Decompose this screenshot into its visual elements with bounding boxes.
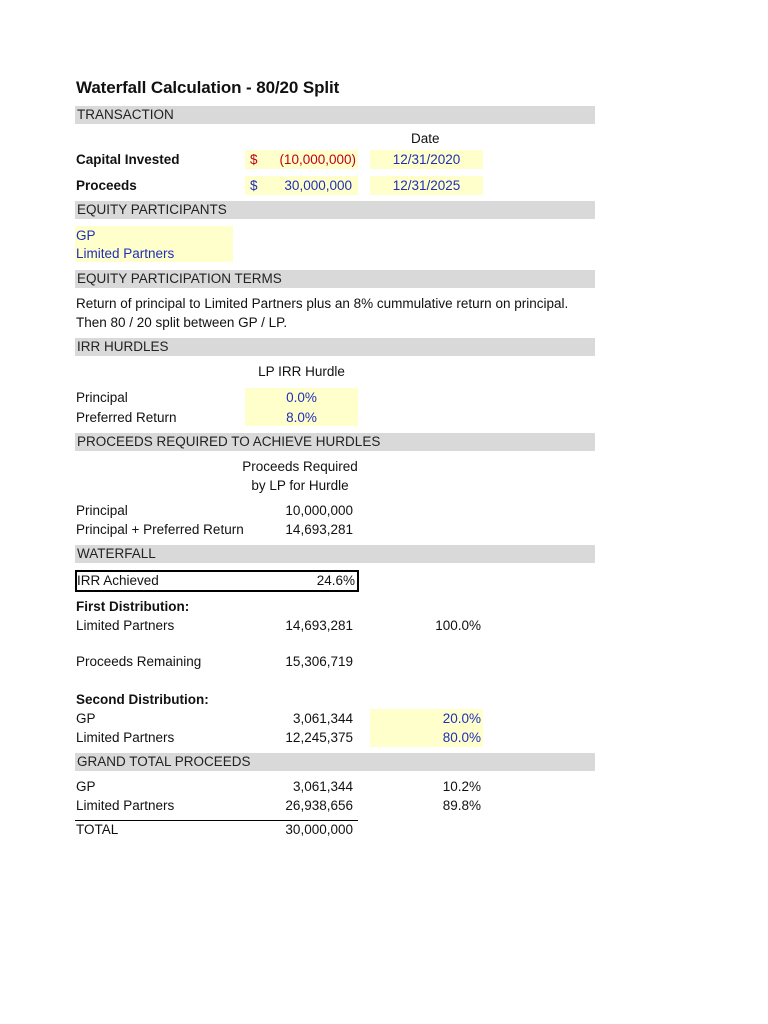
- grand-total-value: 30,000,000: [285, 822, 353, 837]
- section-transaction: TRANSACTION: [75, 106, 595, 124]
- total-gp-label: GP: [76, 779, 96, 794]
- hurdle-preferred-label: Preferred Return: [76, 410, 177, 425]
- total-lp-pct: 89.8%: [442, 798, 481, 813]
- page-title: Waterfall Calculation - 80/20 Split: [76, 78, 340, 97]
- total-gp-pct: 10.2%: [442, 779, 481, 794]
- section-equity-participants: EQUITY PARTICIPANTS: [75, 201, 595, 219]
- section-irr-hurdles: IRR HURDLES: [75, 338, 595, 356]
- section-equity-terms: EQUITY PARTICIPATION TERMS: [75, 270, 595, 288]
- lp-irr-hurdle-header: LP IRR Hurdle: [258, 364, 345, 379]
- terms-line-2: Then 80 / 20 split between GP / LP.: [76, 315, 288, 330]
- section-waterfall: WATERFALL: [75, 545, 595, 563]
- second-lp-label: Limited Partners: [76, 730, 175, 745]
- hurdle-principal-label: Principal: [76, 390, 128, 405]
- date-header: Date: [411, 131, 440, 146]
- total-divider: [75, 820, 358, 821]
- participant-gp[interactable]: GP: [76, 228, 96, 243]
- proceeds-required-header-1: Proceeds Required: [242, 459, 358, 474]
- req-principal-label: Principal: [76, 503, 128, 518]
- capital-date[interactable]: 12/31/2020: [392, 152, 461, 167]
- section-grand-total: GRAND TOTAL PROCEEDS: [75, 753, 595, 771]
- proceeds-remaining-value: 15,306,719: [285, 654, 353, 669]
- total-gp-value: 3,061,344: [292, 779, 353, 794]
- first-lp-label: Limited Partners: [76, 618, 175, 633]
- proceeds-required-header-2: by LP for Hurdle: [251, 478, 349, 493]
- req-pref-label: Principal + Preferred Return: [76, 522, 244, 537]
- proceeds-currency: $: [250, 178, 258, 193]
- proceeds-remaining-label: Proceeds Remaining: [76, 654, 202, 669]
- second-lp-value: 12,245,375: [285, 730, 353, 745]
- proceeds-label: Proceeds: [76, 178, 137, 193]
- first-distribution-heading: First Distribution:: [76, 599, 190, 614]
- capital-invested-label: Capital Invested: [76, 152, 180, 167]
- req-pref-value: 14,693,281: [285, 522, 353, 537]
- second-gp-pct[interactable]: 20.0%: [442, 711, 481, 726]
- first-lp-value: 14,693,281: [285, 618, 353, 633]
- terms-line-1: Return of principal to Limited Partners plus an 8% cummulative return on principal.: [76, 296, 569, 311]
- total-lp-value: 26,938,656: [285, 798, 353, 813]
- hurdle-preferred-value[interactable]: 8.0%: [286, 410, 317, 425]
- irr-achieved-value: 24.6%: [316, 573, 355, 588]
- proceeds-date[interactable]: 12/31/2025: [392, 178, 461, 193]
- first-lp-pct: 100.0%: [435, 618, 481, 633]
- second-distribution-heading: Second Distribution:: [76, 692, 209, 707]
- req-principal-value: 10,000,000: [285, 503, 353, 518]
- proceeds-value[interactable]: 30,000,000: [284, 178, 352, 193]
- second-gp-value: 3,061,344: [292, 711, 353, 726]
- section-proceeds-required: PROCEEDS REQUIRED TO ACHIEVE HURDLES: [75, 433, 595, 451]
- capital-currency: $: [250, 152, 258, 167]
- second-lp-pct[interactable]: 80.0%: [442, 730, 481, 745]
- second-gp-label: GP: [76, 711, 96, 726]
- participant-lp[interactable]: Limited Partners: [76, 246, 175, 261]
- capital-invested-value[interactable]: (10,000,000): [279, 152, 356, 167]
- hurdle-principal-value[interactable]: 0.0%: [286, 390, 317, 405]
- grand-total-label: TOTAL: [76, 822, 119, 837]
- irr-achieved-label: IRR Achieved: [77, 573, 159, 588]
- total-lp-label: Limited Partners: [76, 798, 175, 813]
